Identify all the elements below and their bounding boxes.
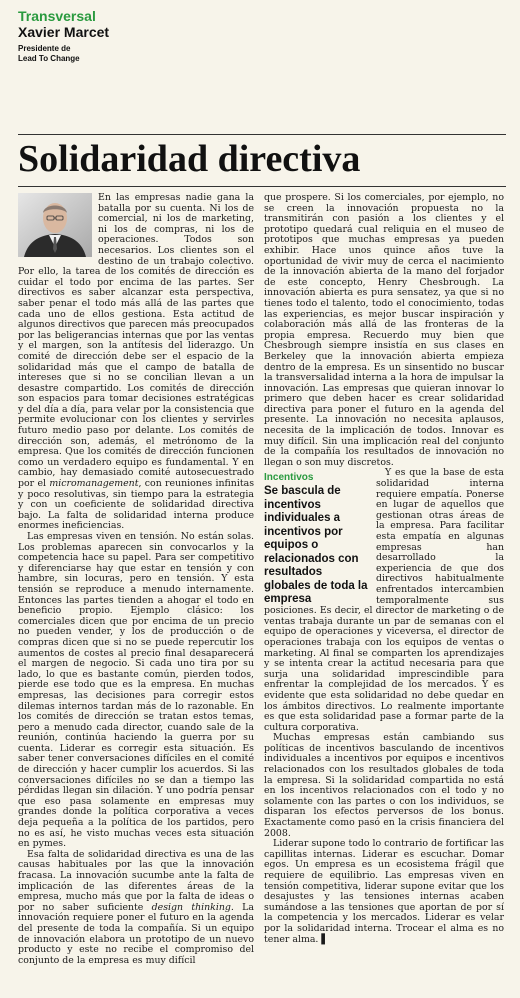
- pull-quote-text: Se bascula de incentivos individuales a incentivos por equipos o relacionados con resultados globales de toda la empresa: [264, 485, 368, 606]
- paragraph-4: que prospere. Si los comerciales, por ejemplo, no se creen la innovación propuesta no la transmitirán con pasión a los clientes y el prototipo quedará cual reliquia en el museo de prototipos que muchas empresas ya pueden exhibir. Hace unos quince años tuve la oportunidad de vivir muy de cerca el nacimiento de la innovación abierta de la mano del forjador de este concepto, Henry Chesbrough. La innovación abierta es pura sensatez, ya que si no tienes todo el talento, todo el conocimiento, todas las experiencias, es mejor buscar inspiración y colaboración más allá de las fronteras de la propia empresa. Recuerdo muy bien que Chesbrough siempre insistía en sus clases en Berkeley que la innovación abierta empieza dentro de la empresa. Es un sinsentido no buscar la transversalidad interna a la hora de impulsar la innovación. Las empresas que quieran innovar lo primero que deben hacer es crear solidaridad directiva para poner el futuro en la agenda del presente. La innovación no necesita aplausos, necesita de la implicación de todos. Innovar es muy difícil. Sin una implicación real del conjunto de la compañía los resultados de innovación no llegan o son muy discretos.: [264, 192, 504, 468]
- paragraph-1: En las empresas nadie gana la batalla por su cuenta. Ni los de comercial, ni los de marketing, ni los de compras, ni los de operaciones. Todos son necesarios. Los clientes son el destino de un trabajo colectivo. Por ello, la tarea de los comités de dirección es cuidar el todo por encima de las partes. Ser directivos es saber alcanzar esta perspectiva, saber penar el todo más allá de las partes que cada uno de ellos gestiona. Esta actitud de algunos directivos que parecen más preocupados por las beligerancias internas que por las ventas y el margen, son la antítesis del liderazgo. Un comité de dirección debe ser el espacio de la solidaridad más que el campo de batalla de intereses que si no se concilian llevan a un desastre compartido. Los comités de dirección son espacios para tomar decisiones estratégicas y del día a día, para velar por la consistencia que permite evolucionar con los clientes y servirles futuro medio paso por delante. Los comités de dirección son, además, el metrónomo de la empresa. Que los comités de dirección funcionen como un verdadero equipo es fundamental. Y en cambio, hay demasiado comité autosecuestrado por el micromanagement, con reuniones infinitas y poco resolutivas, sin tiempo para la estrategia y con un coeficiente de solidaridad directiva bajo. La falta de solidaridad interna produce enormes ineficiencias.: [18, 192, 255, 532]
- paragraph-2: Las empresas viven en tensión. No están solas. Los problemas aparecen sin convocarlos y la competencia hace su papel. Para ser competitivo y diferenciarse hay que estar en tensión y con hambre, sin locuras, pero en tensión. Y esta tensión se reproduce a menudo internamente. Entonces las partes tienden a ahogar el todo en beneficio propio. Ejemplo clásico: los comerciales dicen que por encima de un precio no pueden vender, y los de producción o de compras dicen que si no se puede repercutir los aumentos de costes al precio final desaparecerá el margen de negocio. Si cada uno tira por su lado, lo que es bastante común, pierden todos, pierde ese todo que es la empresa. En muchas empresas, las decisiones para corregir estos dilemas internos tardan más de lo razonable. En los comités de dirección se tratan estos temas, pero a menudo cada director, cuando sale de la reunión, continúa haciendo la guerra por su cuenta. Liderar es corregir esta situación. Es saber tener conversaciones difíciles en el comité de dirección y hacer cumplir los acuerdos. Si las conversaciones difíciles no se dan a tiempo las pérdidas llegan sin dilación. Y uno podría pensar que eso pasa solamente en empresas muy grandes donde la política corporativa a veces deja pequeña a la política de los partidos, pero no es así, he visto muchas veces esta situación en pymes.: [18, 531, 254, 850]
- article-column-right: [264, 193, 504, 945]
- section-label: Transversal: [18, 8, 96, 24]
- paragraph-7: Liderar supone todo lo contrario de fortificar las capillitas internas. Liderar es escuchar. Domar egos. Un empresa es un ecosistema frágil que requiere de equilibrio. Las empresas viven en tensión competitiva, liderar supone evitar que los desajustes y las tensiones internas acaben sumándose a las tensiones que aportan de por sí la competencia y los mercados. Liderar es velar por la solidaridad interna. Trocear el alma es no tener alma. ▌: [264, 838, 504, 945]
- author-photo: [18, 193, 92, 257]
- pull-quote-heading: Incentivos: [264, 472, 314, 484]
- author-role: [18, 44, 109, 64]
- paragraph-3: Esa falta de solidaridad directiva es una de las causas habituales por las que la innovación fracasa. La innovación sucumbe ante la falta de implicación de las diferentes áreas de la empresa, mucho más que por la falta de ideas o por no saber suficiente design thinking. La innovación requiere poner el futuro en la agenda del presente de toda la compañía. Si un equipo de innovación elabora un prototipo de un nuevo producto y este no recibe el compromiso del conjunto de la empresa es muy difícil: [18, 848, 254, 966]
- author-name: Xavier Marcet: [18, 24, 110, 40]
- author-role-line-1: Presidente de: [18, 44, 71, 53]
- article-column-left: [18, 193, 254, 966]
- paragraph-6: Muchas empresas están cambiando sus políticas de incentivos basculando de incentivos individuales a incentivos por equipos e incentivos relacionados con los resultados globales de toda la empresa. Si la solidaridad compartida no está en los incentivos relacionados con el todo y no solamente con las partes o con los individuos, se disparan los efectos perversos de los bonus. Exactamente como pasó en la crisis financiera del 2008.: [264, 732, 504, 839]
- pull-quote: [264, 472, 368, 606]
- title-rule: [18, 186, 506, 187]
- author-role-line-2: Lead To Change: [18, 54, 80, 63]
- article-title: Solidaridad directiva: [18, 138, 361, 180]
- column-header: [18, 8, 109, 64]
- paragraph-5: Y es que la base de esta solidaridad interna requiere empatía. Ponerse en lugar de aquellos que gestionan otras áreas de la empresa. Para facilitar esta empatía en algunas empresas han desarrollado la experiencia de que dos directivos habitualmente enfrentados intercambien temporalmente sus posiciones. Es decir, el director de marketing o de ventas trabaja durante un par de semanas con el equipo de operaciones y viceversa, el director de operaciones trabaja con los equipos de ventas o marketing. Al final se comparten los aprendizajes y se intenta crear la actitud necesaria para que surja una solidaridad imprescindible para enfrentar la complejidad de los mercados. Y es evidente que esta solidaridad no debe quedar en los ámbitos directivos. Lo realmente importante es que esta solidaridad pase a formar parte de la cultura corporativa.: [264, 467, 504, 733]
